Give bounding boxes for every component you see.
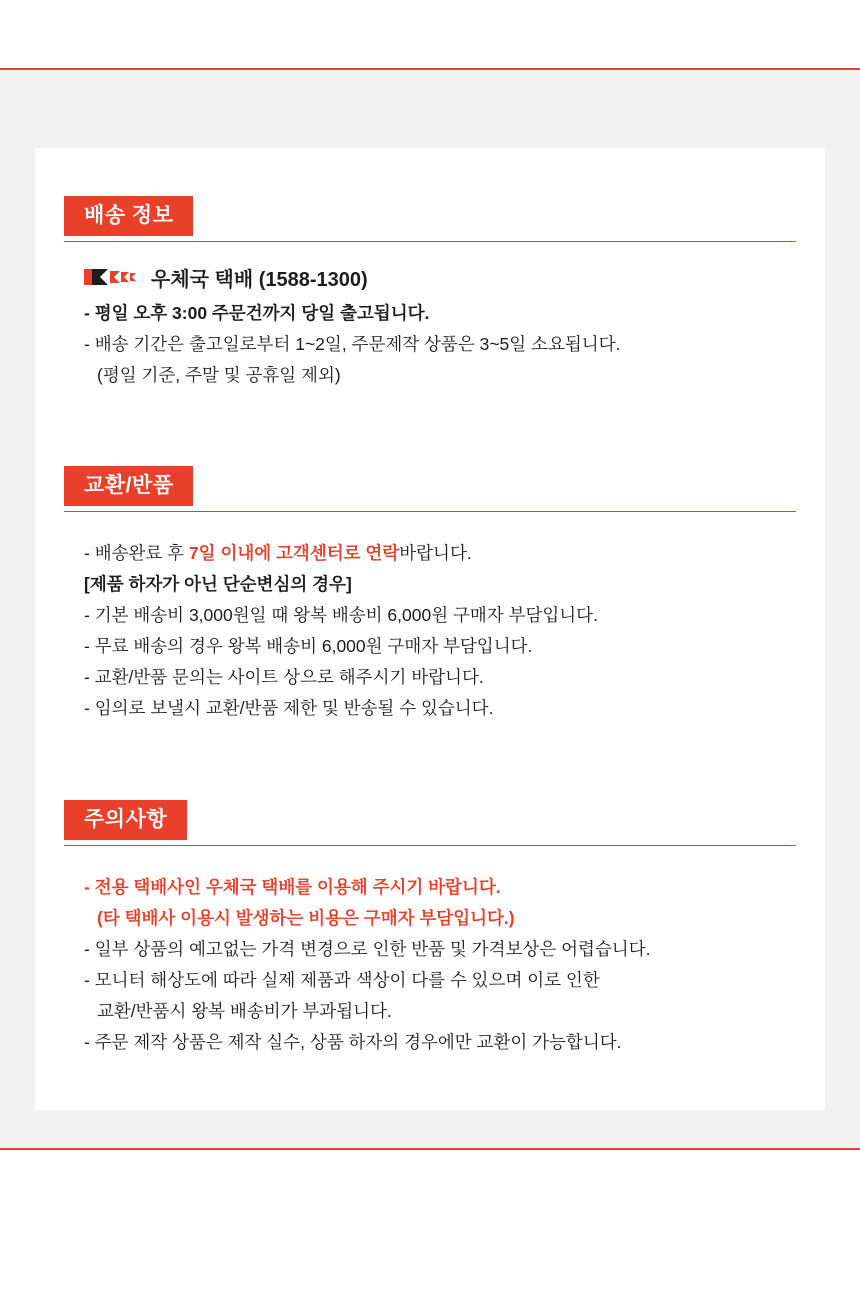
caution-line-2: - 모니터 해상도에 따라 실제 제품과 색상이 다를 수 있으며 이로 인한 <box>84 970 600 990</box>
exchange-notice-highlight: 7일 이내에 고객센터로 연락 <box>188 543 400 563</box>
section-cautions-body <box>84 872 804 1058</box>
section-cautions-heading <box>35 800 825 846</box>
section-exchange-return-underline <box>64 511 796 512</box>
exchange-notice-line <box>84 538 804 569</box>
section-shipping-info <box>35 196 825 385</box>
courier-row <box>84 260 804 294</box>
section-exchange-return <box>35 466 825 718</box>
top-divider-line <box>0 68 860 70</box>
section-exchange-return-body <box>84 538 804 724</box>
section-shipping-info-title: 배송 정보 <box>64 196 193 236</box>
courier-name: 우체국 택배 (1588-1300) <box>151 268 368 291</box>
exchange-line-4: - 임의로 보낼시 교환/반품 제한 및 반송될 수 있습니다. <box>84 698 494 718</box>
exchange-subtitle: [제품 하자가 아닌 단순변심의 경우] <box>84 574 352 594</box>
bottom-white-band <box>0 1150 860 1296</box>
section-cautions-title: 주의사항 <box>64 800 187 840</box>
caution-line-4: - 주문 제작 상품은 제작 실수, 상품 하자의 경우에만 교환이 가능합니다. <box>84 1032 622 1052</box>
exchange-notice-prefix: - 배송완료 후 <box>84 543 189 563</box>
exchange-line-3: - 교환/반품 문의는 사이트 상으로 해주시기 바랍니다. <box>84 667 484 687</box>
exchange-line-1: - 기본 배송비 3,000원일 때 왕복 배송비 6,000원 구매자 부담입니다. <box>84 605 598 625</box>
section-exchange-return-heading <box>35 466 825 512</box>
section-shipping-info-body <box>84 260 804 391</box>
section-cautions-underline <box>64 845 796 846</box>
exchange-notice-suffix: 바랍니다. <box>399 543 472 563</box>
shipping-line-3: (평일 기준, 주말 및 공휴일 제외) <box>97 365 341 385</box>
section-shipping-info-underline <box>64 241 796 242</box>
shipping-line-1: - 평일 오후 3:00 주문건까지 당일 출고됩니다. <box>84 303 430 323</box>
section-exchange-return-title: 교환/반품 <box>64 466 193 506</box>
caution-red-line-2: (타 택배사 이용시 발생하는 비용은 구매자 부담입니다.) <box>97 908 515 928</box>
korea-post-logo-icon <box>84 267 140 287</box>
section-cautions <box>35 800 825 1052</box>
top-white-band <box>0 0 860 68</box>
shipping-line-2: - 배송 기간은 출고일로부터 1~2일, 주문제작 상품은 3~5일 소요됩니다. <box>84 334 621 354</box>
exchange-line-2: - 무료 배송의 경우 왕복 배송비 6,000원 구매자 부담입니다. <box>84 636 533 656</box>
section-shipping-info-heading <box>35 196 825 242</box>
caution-line-3: 교환/반품시 왕복 배송비가 부과됩니다. <box>97 1001 392 1021</box>
caution-red-line-1: - 전용 택배사인 우체국 택배를 이용해 주시기 바랍니다. <box>84 877 501 897</box>
info-card <box>35 148 825 1110</box>
caution-line-1: - 일부 상품의 예고없는 가격 변경으로 인한 반품 및 가격보상은 어렵습니다. <box>84 939 651 959</box>
